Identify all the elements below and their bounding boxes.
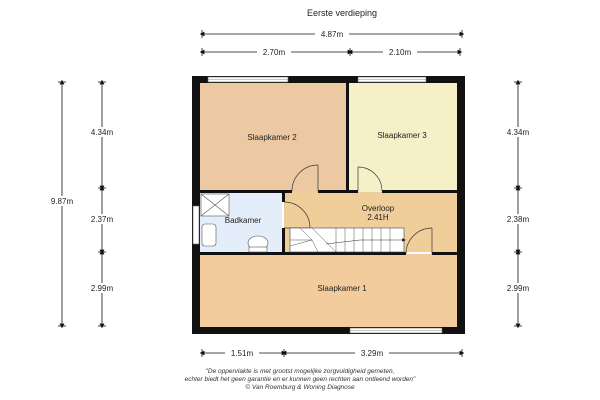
dim-bottom-right: 3.29m [360,349,384,358]
disclaimer-line-2: echter biedt het geen garantie en er kunnen geen rechten aan ontleend worden" [184,376,416,383]
label-overloop: Overloop [361,204,395,213]
dim-bottom-left: 1.51m [230,349,254,358]
disclaimer [0,368,600,392]
label-slaapkamer-2: Slaapkamer 2 [247,133,297,142]
dim-top-right: 2.10m [388,48,412,57]
dim-right-top: 4.34m [506,128,530,137]
dim-right-mid: 2.38m [506,215,530,224]
dim-top-left: 2.70m [262,48,286,57]
sink [202,224,216,246]
dim-top-total: 4.87m [320,30,344,39]
label-badkamer: Badkamer [224,216,262,225]
label-slaapkamer-3: Slaapkamer 3 [377,131,427,140]
dim-left-total: 9.87m [50,197,74,206]
dim-left-bottom: 2.99m [90,284,114,293]
label-overloop-height: 2.41H [367,213,389,222]
dim-left-top: 4.34m [90,128,114,137]
disclaimer-line-1: "De oppervlakte is met grootst mogelijke zorgvuldigheid gemeten, [205,368,395,375]
copyright: © Van Roemburg & Woning Diagnose [245,384,355,391]
plan-title: Eerste verdieping [306,8,378,18]
staircase [290,228,404,252]
dim-left-mid: 2.37m [90,215,114,224]
dim-right-bottom: 2.99m [506,284,530,293]
label-slaapkamer-1: Slaapkamer 1 [317,284,367,293]
